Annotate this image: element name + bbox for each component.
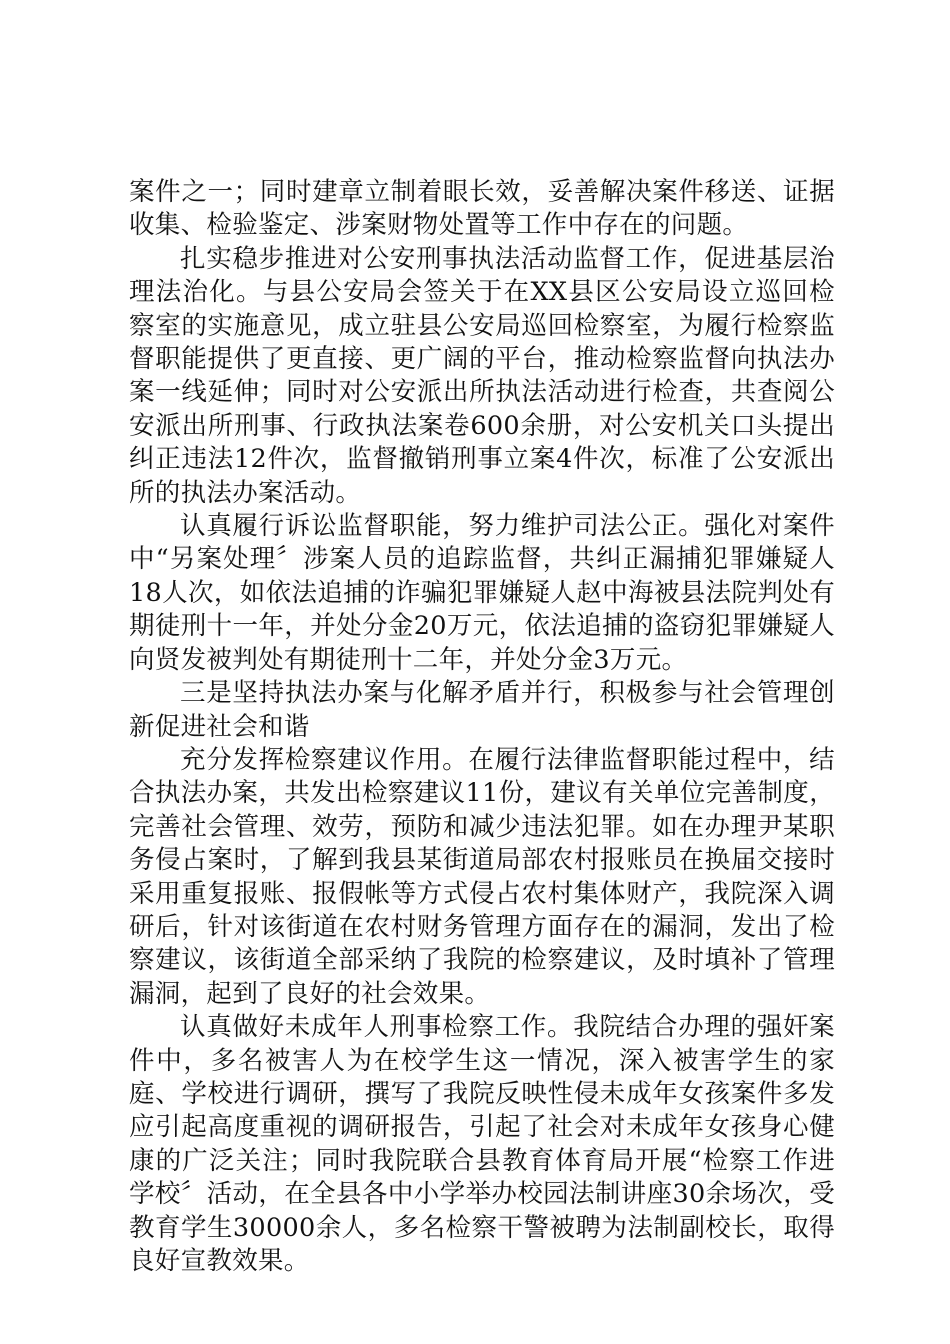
paragraph-continuation: 案件之一；同时建章立制着眼长效，妥善解决案件移送、证据收集、检验鉴定、涉案财物处置等工作中存在的问题。	[129, 177, 835, 241]
paragraph-procuratorial-suggestions: 充分发挥检察建议作用。在履行法律监督职能过程中，结合执法办案，共发出检察建议11份，建议有关单位完善制度，完善社会管理、效劳，预防和减少违法犯罪。如在办理尹某职务侵占案时，了解到我县某街道局部农村报账员在换届交接时采用重复报账、报假帐等方式侵占农村集体财产，我院深入调研后，针对该街道在农村财务管理方面存在的漏洞，发出了检察建议，该街道全部采纳了我院的检察建议，及时填补了管理漏洞，起到了良好的社会效果。	[129, 744, 835, 1009]
document-body	[129, 176, 835, 1278]
section-heading-three: 三是坚持执法办案与化解矛盾并行，积极参与社会管理创新促进社会和谐	[129, 678, 835, 742]
paragraph-litigation-supervision: 认真履行诉讼监督职能，努力维护司法公正。强化对案件中“另案处理〞涉案人员的追踪监督，共纠正漏捕犯罪嫌疑人18人次，如依法追捕的诈骗犯罪嫌疑人赵中海被县法院判处有期徒刑十一年，并处分金20万元，依法追捕的盗窃犯罪嫌疑人向贤发被判处有期徒刑十二年，并处分金3万元。	[129, 511, 835, 675]
paragraph-juvenile-work: 认真做好未成年人刑事检察工作。我院结合办理的强奸案件中，多名被害人为在校学生这一情况，深入被害学生的家庭、学校进行调研，撰写了我院反映性侵未成年女孩案件多发应引起高度重视的调研报告，引起了社会对未成年女孩身心健康的广泛关注；同时我院联合县教育体育局开展“检察工作进学校〞活动，在全县各中小学举办校园法制讲座30余场次，受教育学生30000余人，多名检察干警被聘为法制副校长，取得良好宣教效果。	[129, 1012, 835, 1276]
paragraph-police-supervision: 扎实稳步推进对公安刑事执法活动监督工作，促进基层治理法治化。与县公安局会签关于在XX县区公安局设立巡回检察室的实施意见，成立驻县公安局巡回检察室，为履行检察监督职能提供了更直接、更广阔的平台，推动检察监督向执法办案一线延伸；同时对公安派出所执法活动进行检查，共查阅公安派出所刑事、行政执法案卷600余册，对公安机关口头提出纠正违法12件次，监督撤销刑事立案4件次，标准了公安派出所的执法办案活动。	[129, 243, 835, 508]
